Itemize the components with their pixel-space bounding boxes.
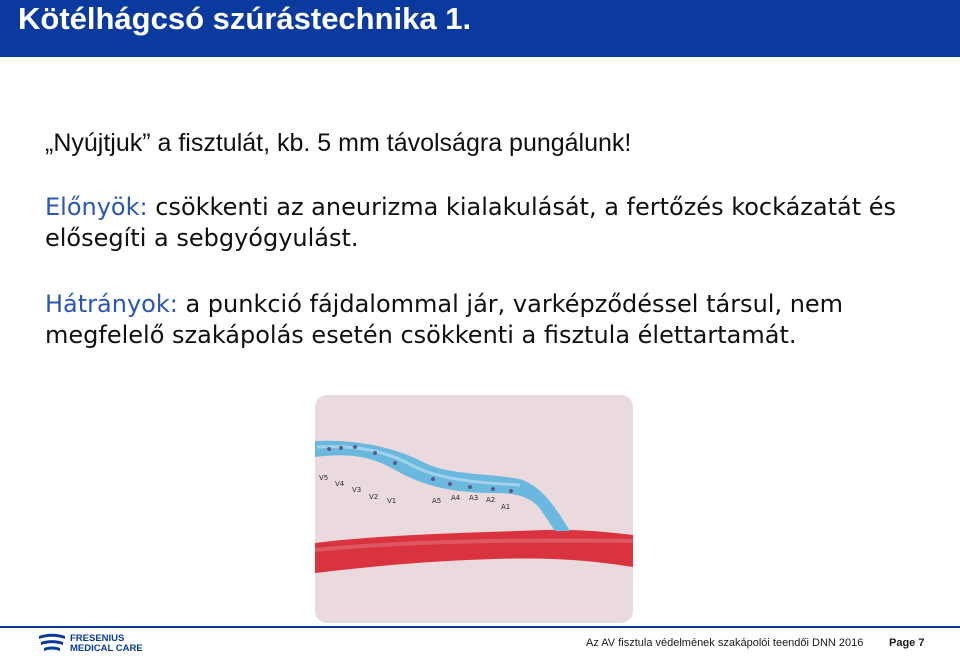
illustration-background (315, 395, 633, 623)
label-v4: V4 (335, 480, 345, 488)
label-v3: V3 (352, 486, 362, 494)
fresenius-logo (38, 633, 168, 655)
label-v1: V1 (387, 497, 397, 505)
page-number: Page 7 (889, 637, 925, 649)
label-v2: V2 (369, 493, 379, 501)
slide-title: Kötélhágcsó szúrástechnika 1. (18, 1, 472, 36)
title-bar (0, 0, 960, 57)
disadvantages-text: a punkció fájdalommal jár, varképződéssel társul, nem megfelelő szakápolás esetén csökkenti a fisztula élettartamát. (45, 290, 844, 349)
footer-caption: Az AV fisztula védelmének szakápolói teendői DNN 2016 (586, 637, 864, 649)
logo-line-2: MEDICAL CARE (70, 643, 143, 654)
label-v5: V5 (319, 474, 329, 482)
label-a1: A1 (501, 503, 511, 511)
label-a5: A5 (432, 497, 442, 505)
rope-ladder-illustration (315, 395, 633, 623)
advantages-paragraph (45, 192, 925, 254)
advantages-label: Előnyök: (45, 193, 148, 221)
disadvantages-paragraph (45, 289, 925, 351)
advantages-text: csökkenti az aneurizma kialakulását, a fertőzés kockázatát és elősegíti a sebgyógyulást. (45, 193, 897, 252)
label-a4: A4 (451, 494, 461, 502)
instruction-paragraph: „Nyújtjuk” a fisztulát, kb. 5 mm távolságra pungálunk! (45, 129, 632, 157)
logo-wordmark (70, 634, 143, 654)
label-a2: A2 (486, 496, 496, 504)
disadvantages-label: Hátrányok: (45, 290, 178, 318)
fresenius-logo-icon (38, 633, 66, 655)
label-a3: A3 (469, 494, 479, 502)
footer-divider (0, 626, 960, 628)
logo-line-1: FRESENIUS (70, 633, 125, 644)
